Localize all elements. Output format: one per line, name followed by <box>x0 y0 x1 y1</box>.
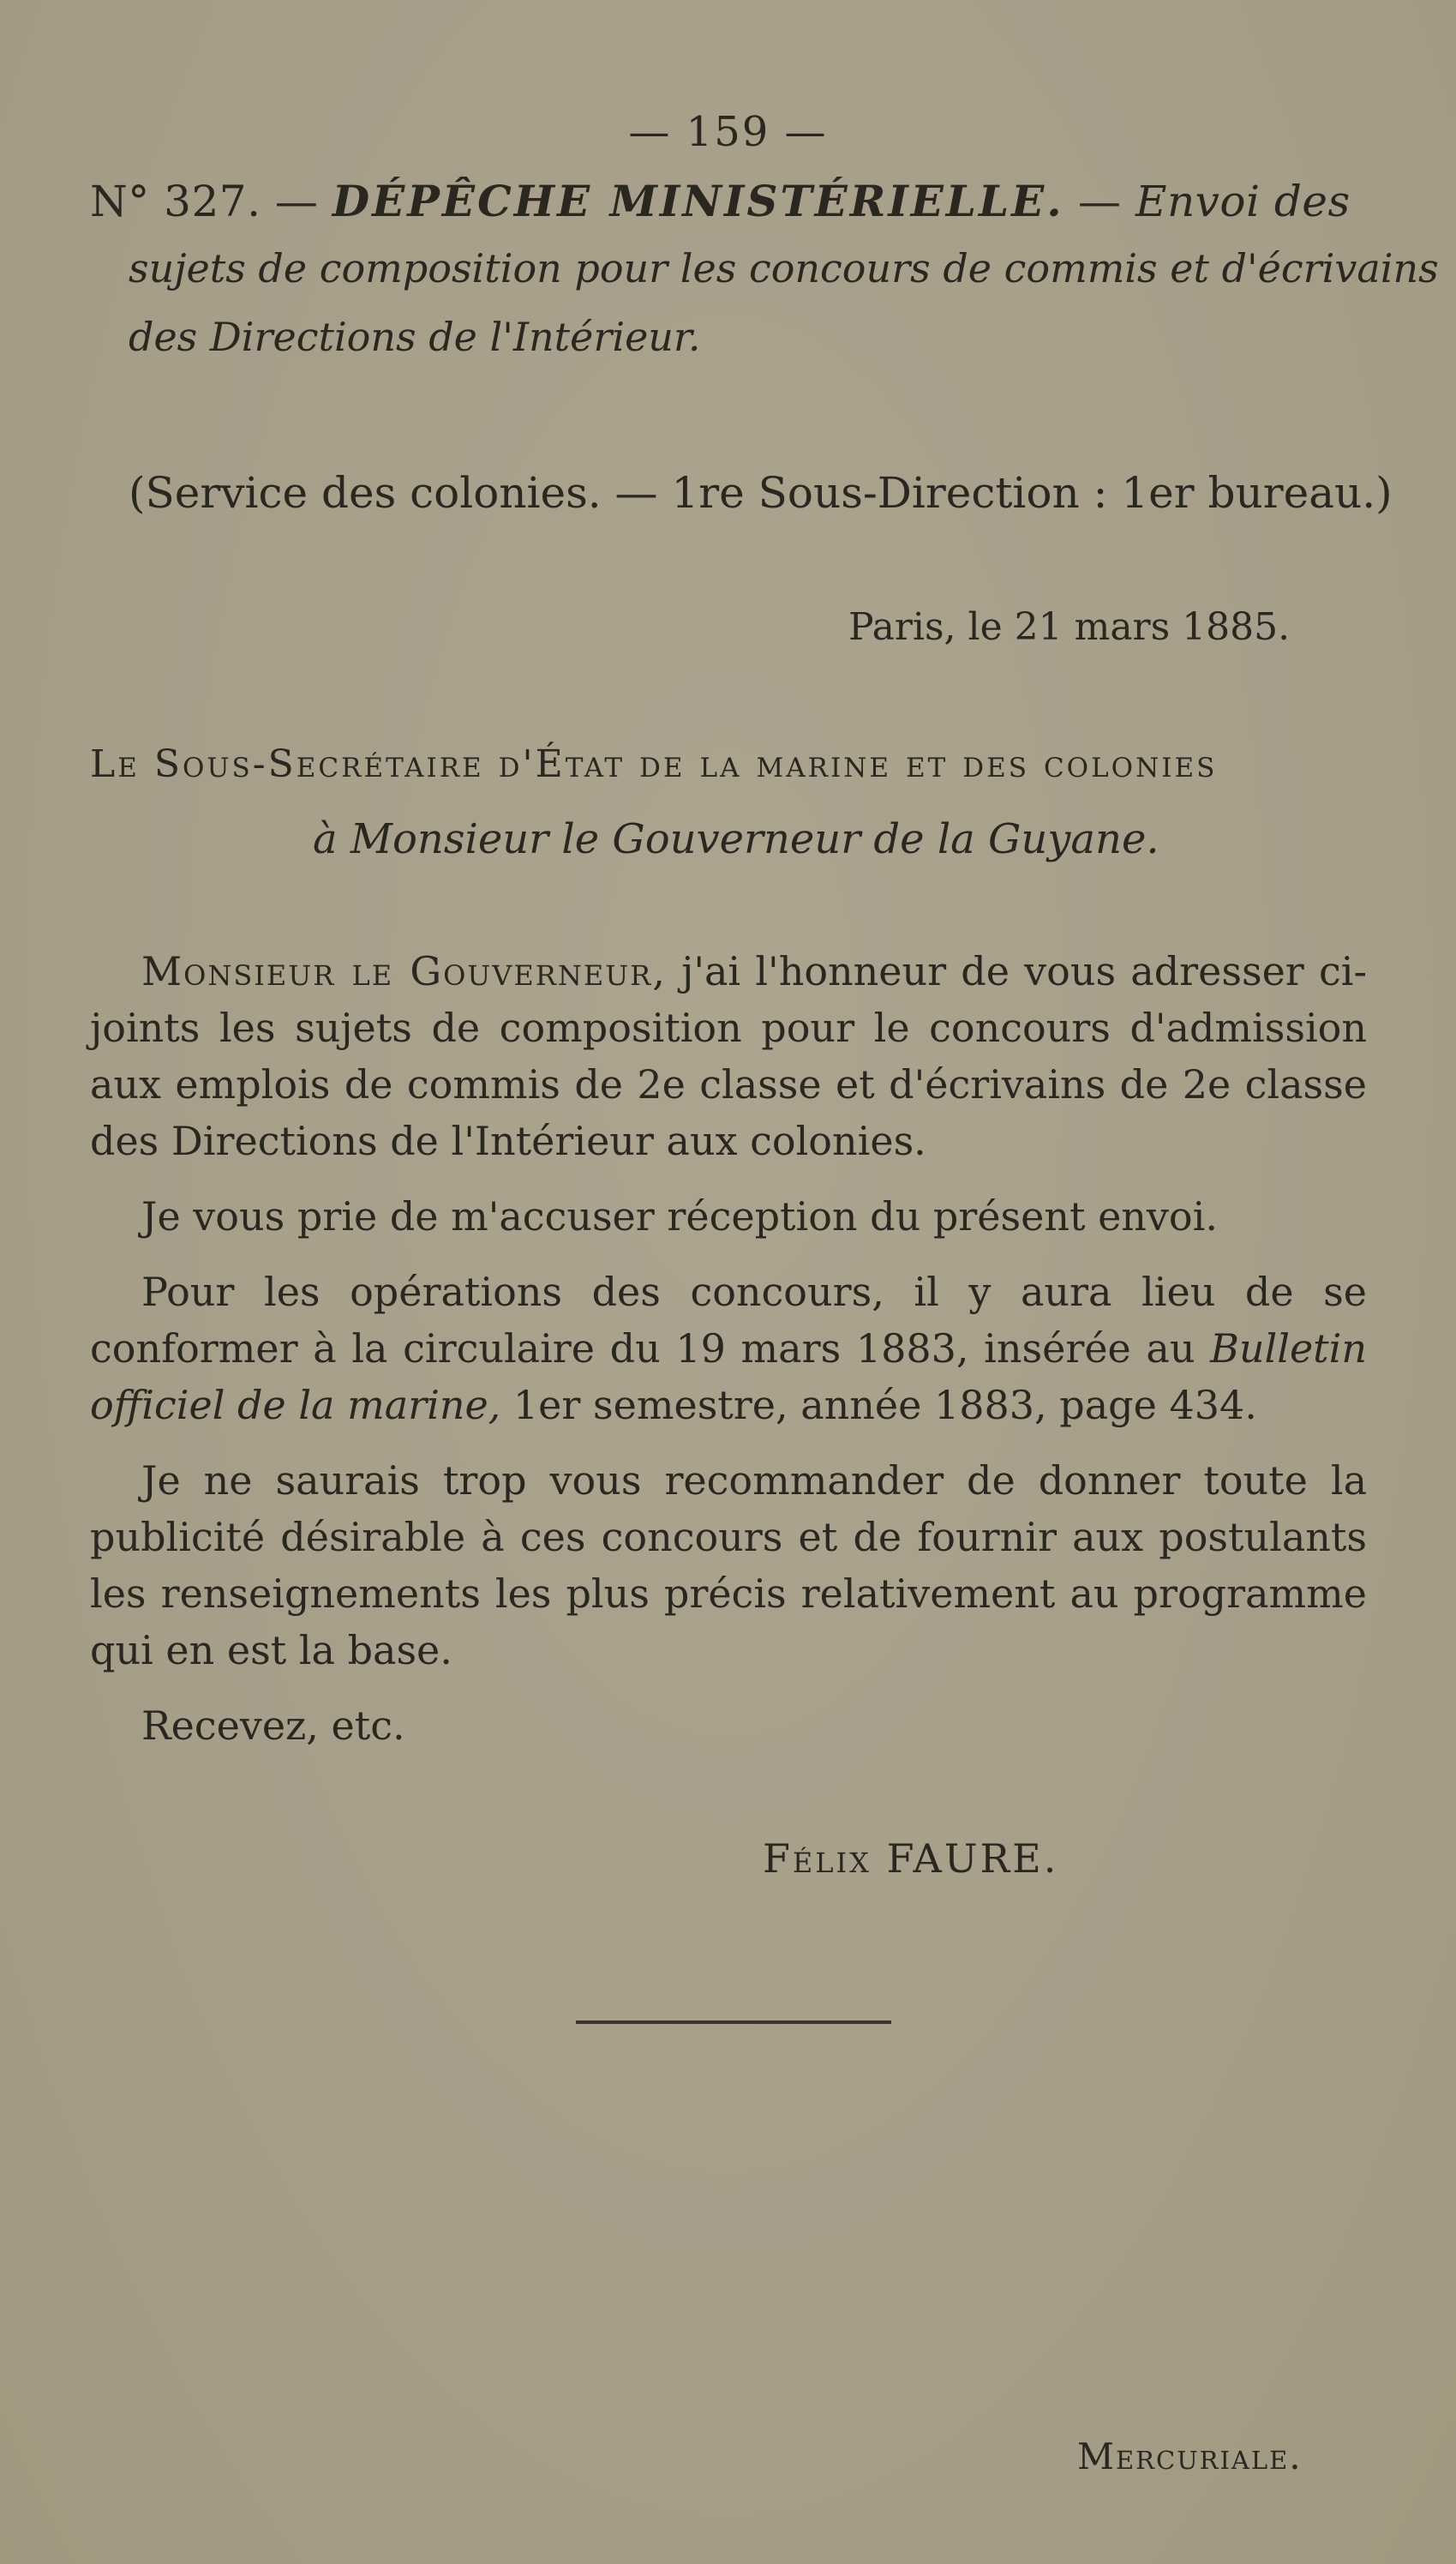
page-number: — 159 — <box>628 108 828 156</box>
letter-body <box>90 943 1367 1773</box>
paragraph-1 <box>90 943 1367 1169</box>
dispatch-subject-line-2: sujets de composition pour les concours de commis et d'écrivains <box>129 245 1439 291</box>
salutation: Monsieur le Gouverneur, <box>141 948 667 994</box>
dispatch-subject-line-3: des Directions de l'Intérieur. <box>129 314 701 360</box>
date-line: Paris, le 21 mars 1885. <box>848 605 1291 649</box>
paragraph-3-text-1: Pour les opérations des concours, il y aura lieu de se conformer à la circulaire du 19 mars 1883, insérée au <box>90 1269 1367 1372</box>
service-line: (Service des colonies. — 1re Sous-Direction : 1er bureau.) <box>129 468 1393 518</box>
paragraph-4: Je ne saurais trop vous recommander de donner toute la publicité désirable à ces concours et de fournir aux postulants les renseignements les plus précis relativement au programme qui en est la base. <box>90 1457 1367 1673</box>
paragraph-2: Je vous prie de m'accuser réception du présent envoi. <box>141 1193 1218 1240</box>
sender-line: Le Sous-Secrétaire d'État de la marine et des colonies <box>90 742 1218 786</box>
dispatch-heading <box>90 176 1351 226</box>
paragraph-3 <box>90 1264 1367 1433</box>
heading-dash-1: — <box>261 177 333 226</box>
dispatch-number: N° 327. <box>90 177 261 226</box>
paragraph-1-text: j'ai l'honneur de vous adresser ci-joints les sujets de composition pour le concours d'admission aux emplois de commis de 2e classe et d'écrivains de 2e classe des Directions de l'Intérieur aux colonies. <box>90 948 1368 1164</box>
catchword-footer: Mercuriale. <box>1077 2435 1303 2477</box>
signature: Félix FAURE. <box>763 1835 1059 1882</box>
paragraph-5: Recevez, etc. <box>141 1702 405 1749</box>
dispatch-kind: DÉPÊCHE MINISTÉRIELLE. <box>332 176 1064 226</box>
separator-rule <box>576 2021 891 2024</box>
paragraph-3-text-2: 1er semestre, année 1883, page 434. <box>500 1382 1257 1428</box>
recipient-line: à Monsieur le Gouverneur de la Guyane. <box>313 815 1159 863</box>
bulletin-reference: Bulletin officiel de la marine, <box>90 1325 1367 1428</box>
dispatch-subject-start: Envoi des <box>1135 177 1351 226</box>
heading-dash-2: — <box>1064 177 1135 226</box>
